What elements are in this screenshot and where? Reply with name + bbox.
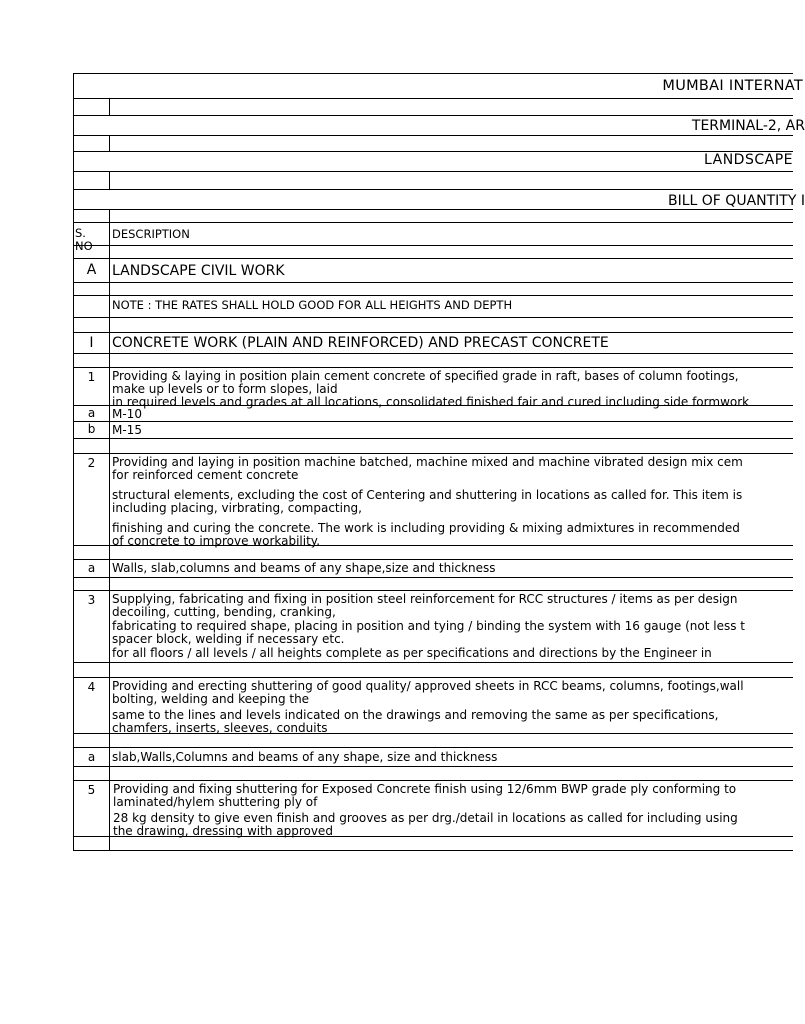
item-1b-sno: b (87, 422, 96, 436)
item-2-line2: for reinforced cement concrete (112, 468, 299, 482)
item-2-line6: of concrete to improve workability. (112, 534, 321, 548)
item-5-line4: the drawing, dressing with approved (113, 824, 333, 838)
column-header-row (73, 222, 793, 253)
item-4a-row (73, 747, 793, 766)
blank-row (73, 766, 793, 780)
section-a-sno: A (86, 262, 97, 278)
section-i-row (73, 332, 793, 353)
blank-row (73, 733, 793, 747)
item-3-line1: Supplying, fabricating and fixing in position steel reinforcement for RCC structures / items as per design (112, 592, 738, 606)
item-2-line3: structural elements, excluding the cost of Centering and shuttering in locations as called for. This item is (112, 488, 743, 502)
item-2a-row (73, 559, 793, 577)
item-1-line2: make up levels or to form slopes, laid (112, 382, 338, 396)
item-1-line3: in required levels and grades at all locations, consolidated finished fair and cured including side formwork (112, 395, 750, 409)
item-2-line5: finishing and curing the concrete. The work is including providing & mixing admixtures in recommended (112, 521, 740, 535)
blank-row (73, 171, 793, 189)
note-text: NOTE : THE RATES SHALL HOLD GOOD FOR ALL HEIGHTS AND DEPTH (112, 298, 513, 312)
header-terminal: TERMINAL-2, AR (691, 118, 805, 134)
item-1-sno: 1 (87, 370, 96, 384)
header-title: MUMBAI INTERNAT (662, 78, 803, 94)
item-4a-sno: a (87, 750, 96, 764)
section-a-row (73, 258, 793, 282)
section-i-sno: I (89, 335, 94, 351)
item-3-line4: spacer block, welding if necessary etc. (112, 632, 345, 646)
item-1b-row (73, 421, 793, 438)
item-4-line4: chamfers, inserts, sleeves, conduits (112, 721, 328, 735)
item-1a-row (73, 405, 793, 421)
item-4-row (73, 677, 793, 733)
blank-row (73, 317, 793, 332)
blank-row (73, 98, 793, 115)
header-section: LANDSCAPE (704, 152, 793, 168)
item-1-line1: Providing & laying in position plain cement concrete of specified grade in raft, bases of column footings, (112, 369, 739, 383)
item-2-row (73, 453, 793, 548)
item-2a-sno: a (87, 561, 96, 575)
header-boq: BILL OF QUANTITY I (668, 193, 805, 209)
item-5-line2: laminated/hylem shuttering ply of (113, 795, 318, 809)
item-1b-text: M-15 (112, 423, 142, 437)
blank-row (73, 545, 793, 559)
blank-row (73, 135, 793, 151)
item-5-row (73, 780, 793, 836)
item-1a-text: M-10 (112, 407, 142, 421)
item-3-line3: fabricating to required shape, placing in position and tying / binding the system with 16 gauge (not less t (112, 619, 745, 633)
note-row (73, 295, 793, 317)
item-4-line3: same to the lines and levels indicated on the drawings and removing the same as per specifications, (112, 708, 719, 722)
header-section-row (73, 151, 793, 171)
item-4-sno: 4 (87, 680, 96, 694)
header-terminal-row (73, 115, 805, 135)
description-column-header: DESCRIPTION (112, 227, 190, 241)
item-5-sno: 5 (87, 783, 96, 797)
sno-column-header: S. (75, 226, 86, 240)
item-2-line1: Providing and laying in position machine batched, machine mixed and machine vibrated design mix cem (112, 455, 743, 469)
blank-row (73, 209, 793, 222)
item-2a-text: Walls, slab,columns and beams of any shape,size and thickness (112, 561, 496, 575)
item-4-line1: Providing and erecting shuttering of good quality/ approved sheets in RCC beams, columns, footings,wall (112, 679, 744, 693)
blank-row (73, 438, 793, 453)
section-a-title: LANDSCAPE CIVIL WORK (112, 263, 285, 279)
item-4a-text: slab,Walls,Columns and beams of any shape, size and thickness (112, 750, 498, 764)
blank-row (73, 662, 793, 677)
blank-row (73, 836, 793, 851)
item-2-sno: 2 (87, 456, 96, 470)
item-3-sno: 3 (87, 593, 96, 607)
item-3-line5: for all floors / all levels / all heights complete as per specifications and directions by the Engineer in (112, 646, 712, 660)
item-4-line2: bolting, welding and keeping the (112, 692, 310, 706)
blank-row (73, 577, 793, 590)
item-3-line2: decoiling, cutting, bending, cranking, (112, 605, 336, 619)
blank-row (73, 353, 793, 367)
section-i-title: CONCRETE WORK (PLAIN AND REINFORCED) AND PRECAST CONCRETE (112, 335, 609, 351)
item-5-line3: 28 kg density to give even finish and grooves as per drg./detail in locations as called for including using (113, 811, 738, 825)
item-1-row (73, 367, 793, 409)
item-3-row (73, 590, 793, 662)
header-boq-row (73, 189, 805, 209)
item-5-line1: Providing and fixing shuttering for Exposed Concrete finish using 12/6mm BWP grade ply conforming to (113, 782, 737, 796)
header-title-row (73, 73, 803, 98)
blank-row (73, 282, 793, 295)
item-2-line4: including placing, virbrating, compacting, (112, 501, 362, 515)
item-1a-sno: a (87, 406, 96, 420)
blank-row (73, 245, 793, 258)
sno-column-header-cut: NO (75, 239, 93, 253)
